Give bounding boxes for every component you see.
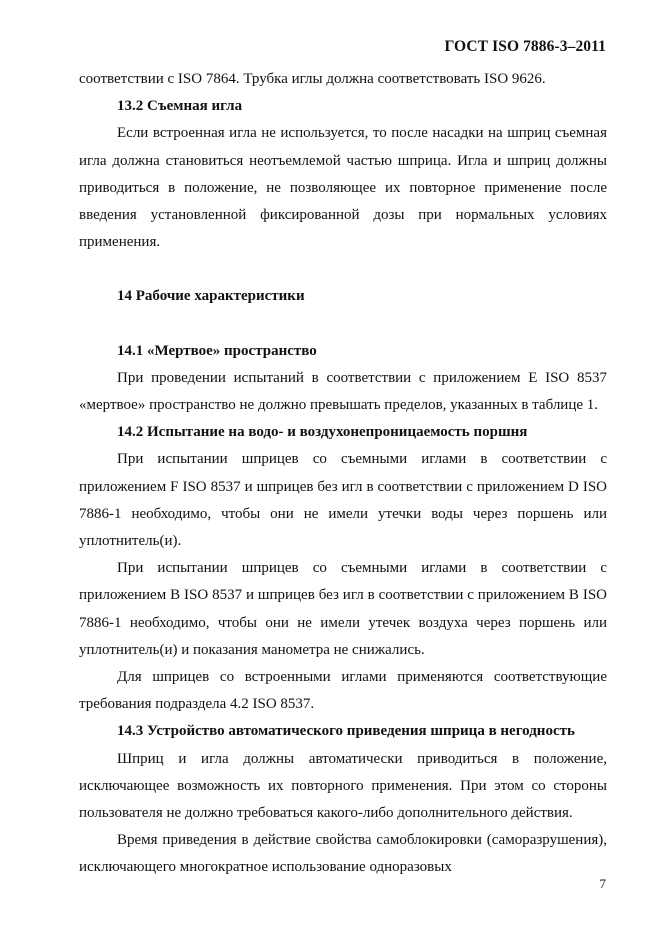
paragraph-14-3-a: Шприц и игла должны автоматически приводиться в положение, исключающее возможность их повторного применения. При этом со стороны пользователя не должно требоваться какого-либо дополнительного действия.: [79, 750, 607, 822]
heading-14-2: 14.2 Испытание на водо- и воздухонепроницаемость поршня: [117, 424, 528, 441]
paragraph-14-2-c: Для шприцев со встроенными иглами применяются соответствующие требования подраздела 4.2 ISO 8537.: [79, 669, 607, 713]
page-number: 7: [599, 876, 606, 891]
heading-13-2: 13.2 Съемная игла: [117, 98, 243, 115]
document-body: [79, 66, 607, 882]
paragraph-14-3-b: Время приведения в действие свойства самоблокировки (саморазрушения), исключающего многократное использование одноразовых: [79, 832, 607, 876]
paragraph-14-1: При проведении испытаний в соответствии с приложением E ISO 8537 «мертвое» пространство не должно превышать пределов, указанных в таблице 1.: [79, 369, 607, 414]
continued-paragraph: соответствии с ISO 7864. Трубка иглы должна соответствовать ISO 9626.: [79, 71, 546, 87]
paragraph-14-2-b: При испытании шприцев со съемными иглами в соответствии с приложением B ISO 8537 и шприцев без игл в соответствии с приложением B ISO 7886-1 необходимо, чтобы они не имели утечек воздуха через поршень или уплотнитель(и) и показания манометра не снижались.: [79, 560, 607, 658]
heading-14-3: 14.3 Устройство автоматического приведения шприца в негодность: [117, 723, 575, 740]
paragraph-13-2: Если встроенная игла не используется, то после насадки на шприц съемная игла должна становиться неотъемлемой частью шприца. Игла и шприц должны приводиться в положение, не позволяющее их повторное применение после введения установленной фиксированной дозы при нормальных условиях применения.: [79, 125, 607, 251]
paragraph-14-2-a: При испытании шприцев со съемными иглами в соответствии с приложением F ISO 8537 и шприцев без игл в соответствии с приложением D ISO 7886-1 необходимо, чтобы они не имели утечки воды через поршень или уплотнитель(и).: [79, 451, 607, 550]
spacer: [79, 311, 607, 338]
spacer: [79, 256, 607, 283]
heading-14: 14 Рабочие характеристики: [117, 288, 305, 305]
document-code-header: ГОСТ ISO 7886-3–2011: [444, 38, 606, 55]
heading-14-1: 14.1 «Мертвое» пространство: [117, 342, 317, 359]
